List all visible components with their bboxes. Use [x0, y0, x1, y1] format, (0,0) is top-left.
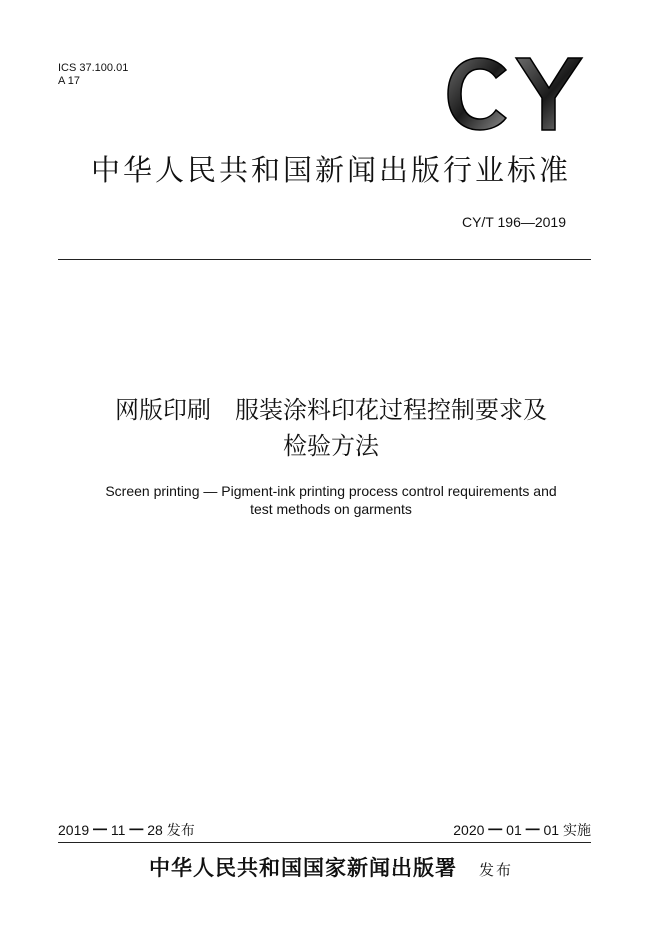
bottom-divider	[58, 842, 591, 843]
issuer-name: 中华人民共和国国家新闻出版署	[148, 855, 457, 880]
logo-text: CY	[446, 56, 448, 57]
issue-date: 2019 ━ 11 ━ 28 发布	[58, 822, 195, 838]
cy-logo	[446, 56, 586, 132]
title-cn-line2: 检验方法	[283, 432, 379, 460]
issue-label: 发布	[478, 861, 513, 879]
standard-title: 中华人民共和国新闻出版行业标准	[90, 153, 571, 187]
category-code: A 17	[58, 75, 81, 87]
standard-number: CY/T 196—2019	[461, 214, 566, 230]
issuer-line	[0, 852, 662, 882]
effective-date: 2020 ━ 01 ━ 01 实施	[453, 822, 591, 838]
ics-block	[58, 62, 128, 88]
document-title-cn	[40, 392, 622, 464]
title-cn-line1: 网版印刷 服装涂料印花过程控制要求及	[115, 396, 547, 424]
top-divider	[58, 259, 591, 260]
title-en-line2: test methods on garments	[250, 501, 412, 517]
document-title-en	[40, 482, 622, 518]
title-en-line1: Screen printing — Pigment-ink printing process control requirements and	[105, 483, 557, 499]
ics-code: ICS 37.100.01	[58, 62, 129, 74]
